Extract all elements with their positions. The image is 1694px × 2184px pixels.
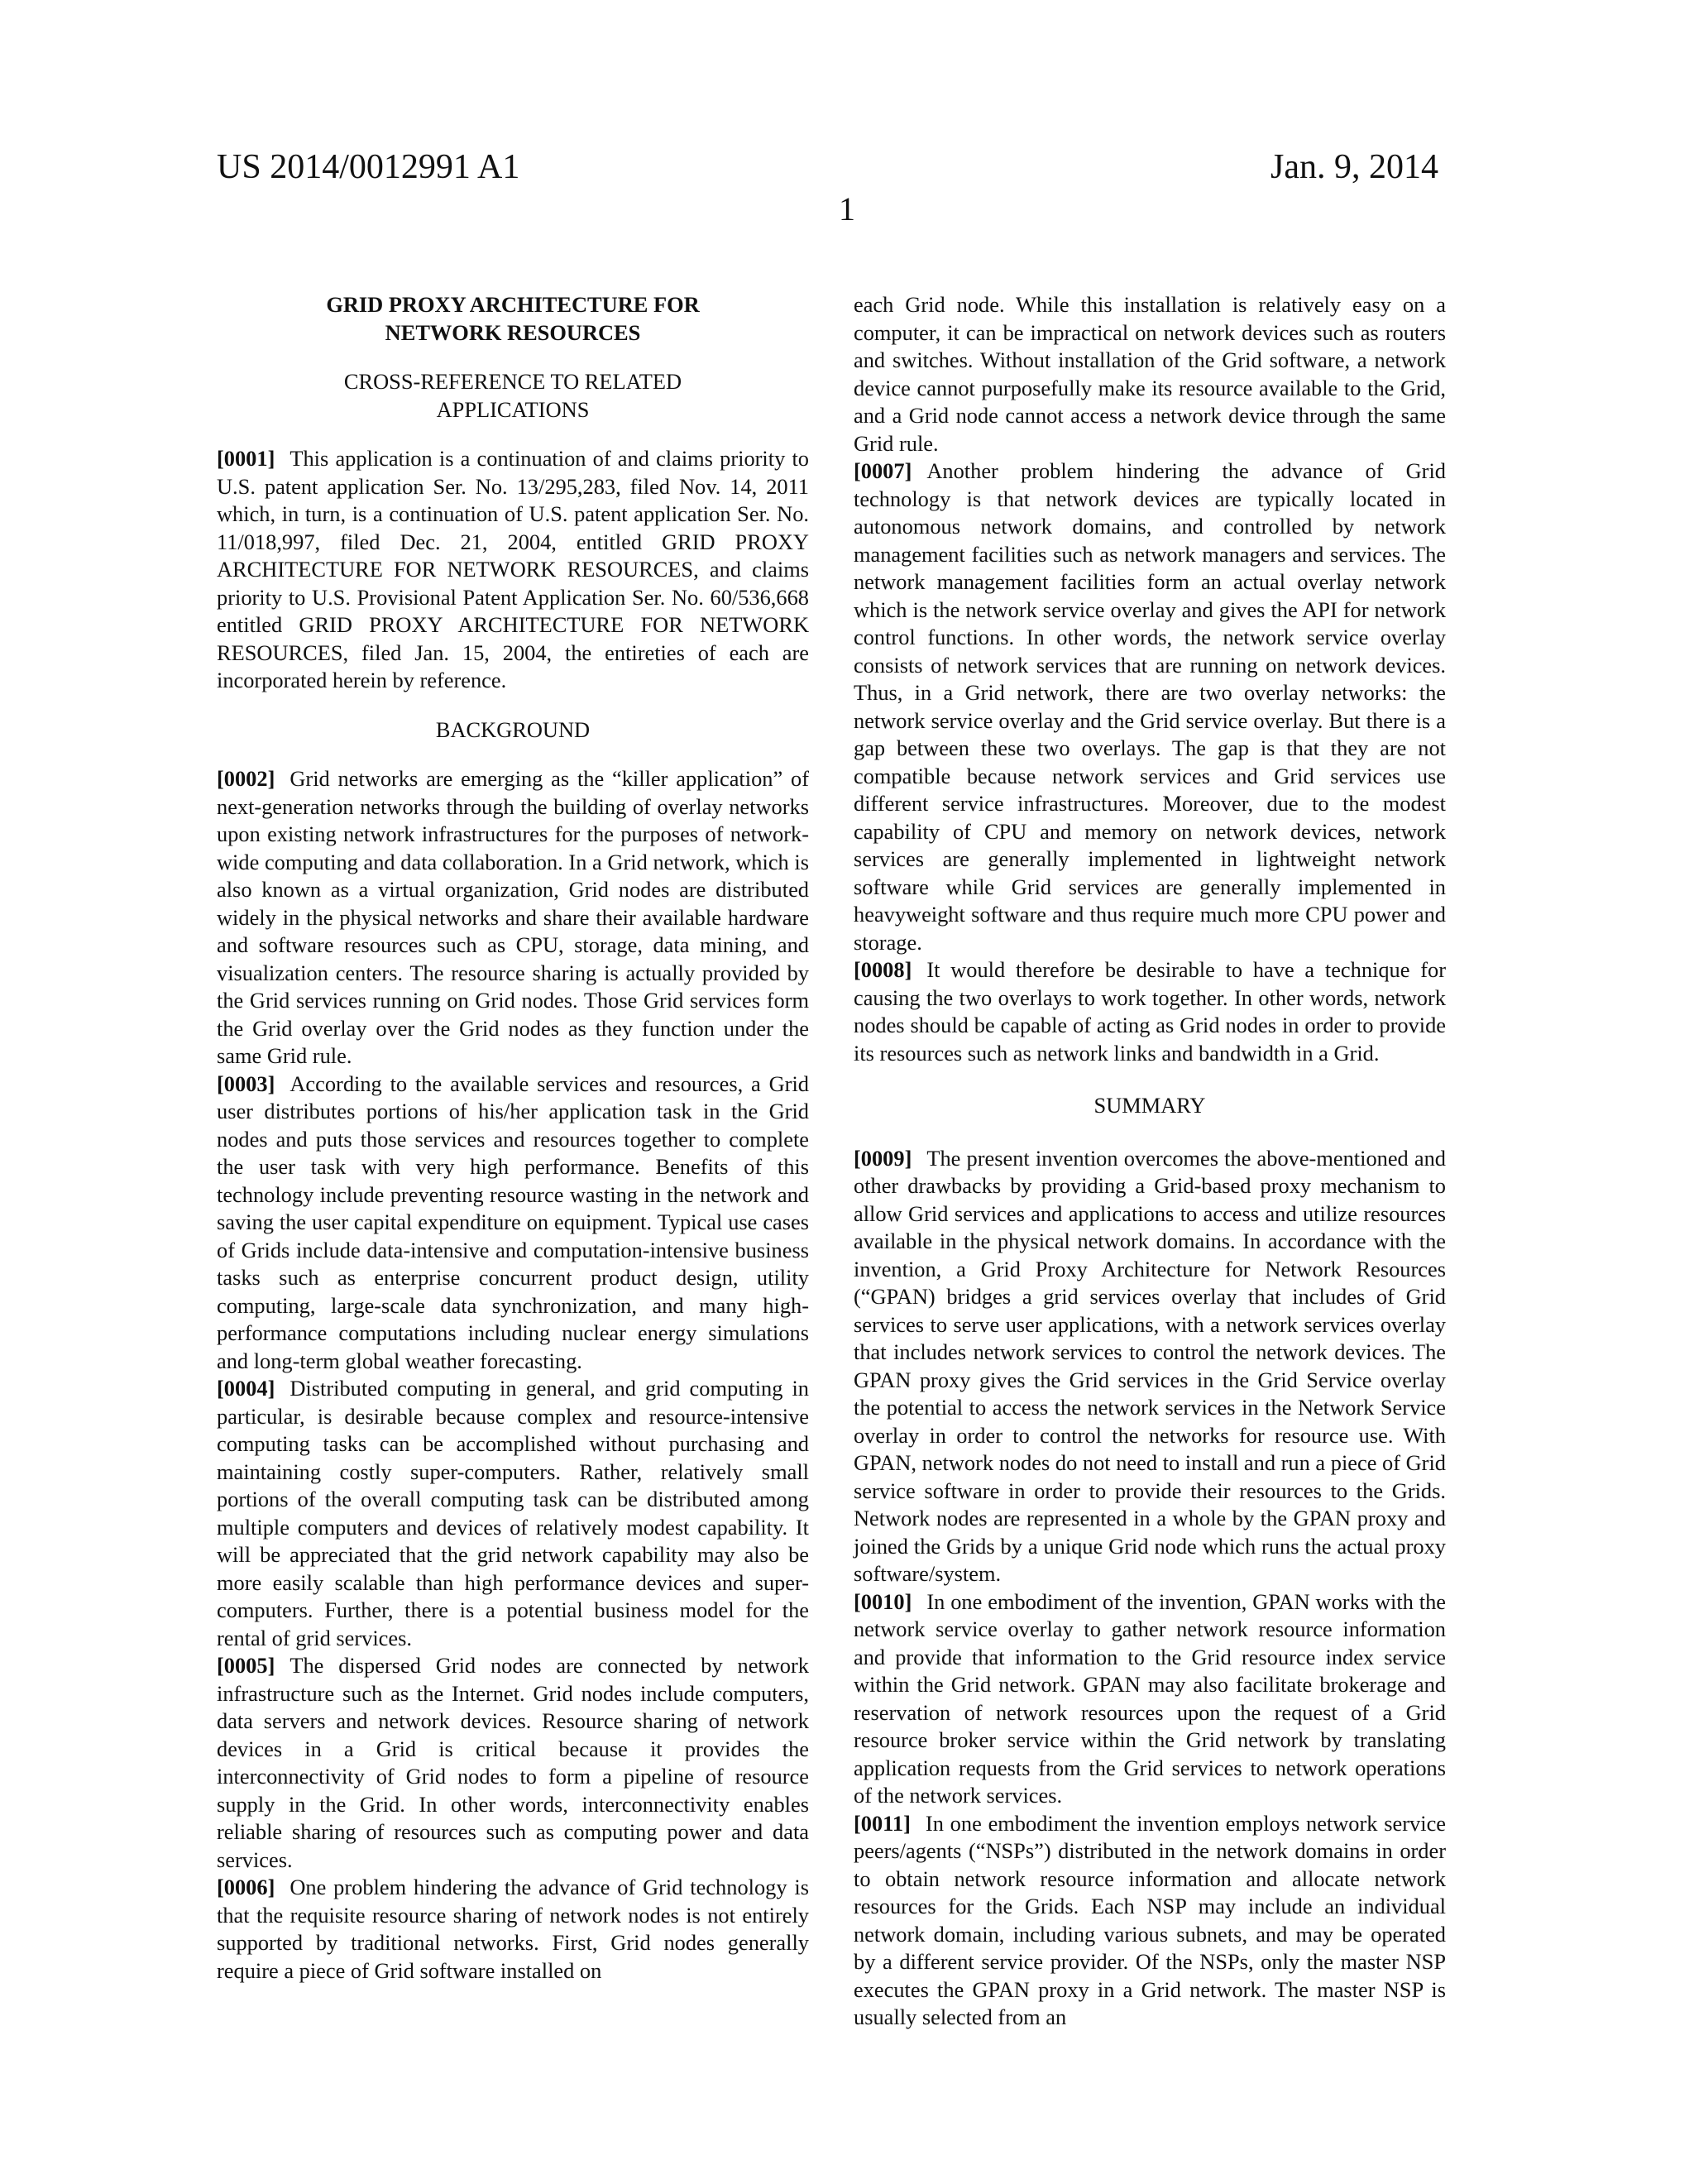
paragraph-0007 [854, 457, 1446, 956]
paragraph-number: [0008] [854, 957, 912, 982]
page-number: 1 [839, 190, 855, 228]
document-title-line-1: GRID PROXY ARCHITECTURE FOR [326, 292, 700, 317]
paragraph-text: It would therefore be desirable to have a technique for causing the two overlays to work together. In other words, network nodes should be capable of acting as Grid nodes in order to provide its resources such as network links and bandwidth in a Grid. [854, 957, 1446, 1066]
section-heading-background: BACKGROUND [435, 716, 591, 742]
paragraph-number: [0001] [217, 446, 275, 471]
paragraph-text: each Grid node. While this installation is relatively easy on a computer, it can be impractical on network devices such as routers and switches. Without installation of the Grid software, a network device cannot purposefully make its resource available to the Grid, and a Grid node cannot access a network device through the same Grid rule. [854, 292, 1446, 456]
paragraph-0001 [217, 445, 809, 695]
paragraph-number: [0007] [854, 458, 912, 483]
publication-date: Jan. 9, 2014 [1270, 148, 1438, 186]
paragraph-0003 [217, 1070, 809, 1376]
paragraph-0011 [854, 1810, 1446, 2032]
paragraph-text: One problem hindering the advance of Grid technology is that the requisite resource sharing of network nodes is not entirely supported by traditional networks. First, Grid nodes generally require a piece of Grid software installed on [217, 1875, 809, 1983]
paragraph-text: The present invention overcomes the above-mentioned and other drawbacks by providing a Grid-based proxy mechanism to allow Grid services and applications to access and utilize resources available in the physical network domains. In accordance with the invention, a Grid Proxy Architecture for Network Resources (“GPAN) bridges a grid services overlay that includes of Grid services to serve user applications, with a network services overlay that includes network services to control the network devices. The GPAN proxy gives the Grid services in the Grid Service overlay the potential to access the network services in the Network Service overlay in order to control the networks for resource use. With GPAN, network nodes do not need to install and run a piece of Grid service software in order to provide their resources to the Grids. Network nodes are represented in a whole by the GPAN proxy and joined the Grids by a unique Grid node which runs the actual proxy software/system. [854, 1145, 1446, 1586]
paragraph-text: Another problem hindering the advance of Grid technology is that network devices are typically located in autonomous network domains, and controlled by network management facilities such as network managers and services. The network management facilities form an actual overlay network which is the network service overlay and gives the API for network control functions. In other words, the network service overlay consists of network services that are running on network devices. Thus, in a Grid network, there are two overlay networks: the network service overlay and the Grid service overlay. But there is a gap between these two overlays. The gap is that they are not compatible because network services and Grid services use different service infrastructures. Moreover, due to the modest capability of CPU and memory on network devices, network services are generally implemented in lightweight network software while Grid services are generally implemented in heavyweight software and thus require much more CPU power and storage. [854, 458, 1446, 955]
paragraph-text: The dispersed Grid nodes are connected by network infrastructure such as the Internet. Grid nodes include computers, data servers and network devices. Resource sharing of network devices in a Grid is critical because it provides the interconnectivity of Grid nodes to form a pipeline of resource supply in the Grid. In other words, interconnectivity enables reliable sharing of resources such as computing power and data services. [217, 1653, 809, 1872]
section-heading-cross-reference-line-1: CROSS-REFERENCE TO RELATED [343, 369, 682, 394]
paragraph-number: [0004] [217, 1376, 275, 1401]
paragraph-0006 [217, 1874, 809, 1985]
paragraph-0002 [217, 765, 809, 1070]
paragraph-text: This application is a continuation of and claims priority to U.S. patent application Ser. No. 13/295,283, filed Nov. 14, 2011 which, in turn, is a continuation of U.S. patent application Ser. No. 11/018,997, filed Dec. 21, 2004, entitled GRID PROXY ARCHITECTURE FOR NETWORK RESOURCES, and claims priority to U.S. Provisional Patent Application Ser. No. 60/536,668 entitled GRID PROXY ARCHITECTURE FOR NETWORK RESOURCES, filed Jan. 15, 2004, the entireties of each are incorporated herein by reference. [217, 446, 809, 692]
paragraph-number: [0003] [217, 1070, 275, 1096]
right-column [854, 291, 1446, 2032]
section-heading-summary: SUMMARY [1093, 1093, 1206, 1118]
paragraph-0005 [217, 1652, 809, 1874]
paragraph-text: According to the available services and resources, a Grid user distributes portions of his/her application task in the Grid nodes and puts those services and resources together to complete the user task with very high performance. Benefits of this technology include preventing resource wasting in the network and saving the user capital expenditure on equipment. Typical use cases of Grids include data-intensive and computation-intensive business tasks such as enterprise concurrent product design, utility computing, large-scale data synchronization, and many high-performance computations including nuclear energy simulations and long-term global weather forecasting. [217, 1070, 809, 1373]
paragraph-0009 [854, 1145, 1446, 1588]
paragraph-number: [0005] [217, 1653, 275, 1678]
paragraph-0008 [854, 956, 1446, 1067]
document-title-line-2: NETWORK RESOURCES [385, 319, 641, 345]
paragraph-0010 [854, 1588, 1446, 1810]
paragraph-text: Distributed computing in general, and grid computing in particular, is desirable because complex and resource-intensive computing tasks can be accomplished without purchasing and maintaining costly super-computers. Rather, relatively small portions of the overall computing task can be distributed among multiple computers and devices of relatively modest capability. It will be appreciated that the grid network capability may also be more easily scalable than high performance devices and super-computers. Further, there is a potential business model for the rental of grid services. [217, 1376, 809, 1650]
paragraph-number: [0009] [854, 1145, 912, 1171]
paragraph-number: [0006] [217, 1875, 275, 1899]
section-heading-cross-reference-line-2: APPLICATIONS [436, 396, 590, 422]
paragraph-number: [0002] [217, 766, 275, 791]
paragraph-text: In one embodiment of the invention, GPAN works with the network service overlay to gather network resource information and provide that information to the Grid resource index service within the Grid network. GPAN may also facilitate brokerage and reservation of network resources upon the request of a Grid resource broker service within the Grid network by translating application requests from the Grid services to network operations of the network services. [854, 1588, 1446, 1808]
paragraph-0004 [217, 1375, 809, 1652]
left-column [217, 291, 809, 1985]
paragraph-number: [0011] [854, 1810, 911, 1836]
publication-number: US 2014/0012991 A1 [217, 148, 520, 186]
paragraph-number: [0010] [854, 1588, 912, 1614]
paragraph-text: Grid networks are emerging as the “killer application” of next-generation networks through the building of overlay networks upon existing network infrastructures for the purposes of network-wide computing and data collaboration. In a Grid network, which is also known as a virtual organization, Grid nodes are distributed widely in the physical networks and share their available hardware and software resources such as CPU, storage, data mining, and visualization centers. The resource sharing is actually provided by the Grid services running on Grid nodes. Those Grid services form the Grid overlay over the Grid nodes as they function under the same Grid rule. [217, 766, 809, 1068]
paragraph-0006-continued [854, 291, 1446, 457]
paragraph-text: In one embodiment the invention employs network service peers/agents (“NSPs”) distributed in the network domains in order to obtain network resource information and allocate network resources for the Grids. Each NSP may include an individual network domain, including various subnets, and may be operated by a different service provider. Of the NSPs, only the master NSP executes the GPAN proxy in a Grid network. The master NSP is usually selected from an [854, 1810, 1446, 2029]
